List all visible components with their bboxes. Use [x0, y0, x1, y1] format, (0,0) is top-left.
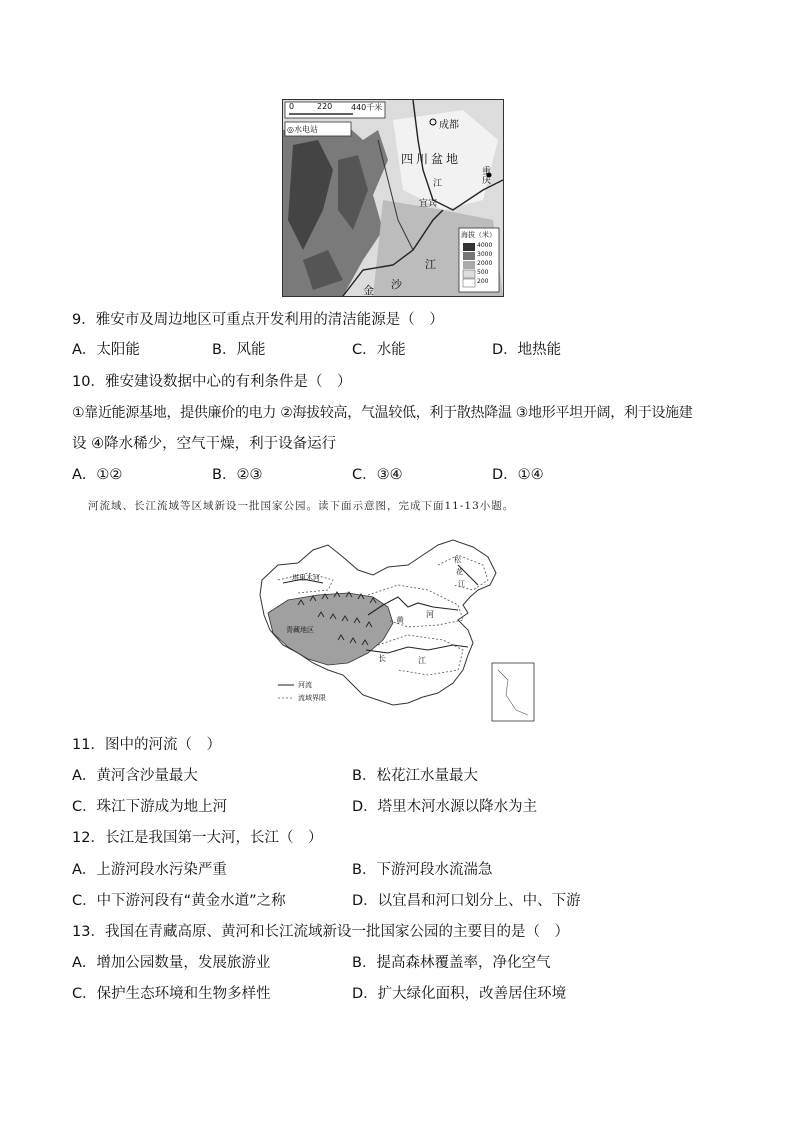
elev-4000: 4000	[477, 242, 493, 249]
question-10-stem: 10．雅安建设数据中心的有利条件是（ ）	[72, 374, 352, 390]
elev-3000: 3000	[477, 251, 493, 258]
q12-option-a[interactable]: A．上游河段水污染严重	[72, 862, 227, 878]
q9-option-a[interactable]: A．太阳能	[72, 342, 140, 358]
q11-option-d[interactable]: D．塔里木河水源以降水为主	[352, 799, 538, 815]
q10-option-d[interactable]: D．①④	[492, 467, 544, 483]
q13-option-d[interactable]: D．扩大绿化面积，改善居住环境	[352, 986, 567, 1002]
label-sichuan-basin: 四川盆地	[401, 152, 462, 166]
q10-option-b[interactable]: B．②③	[212, 467, 263, 483]
elev-2000: 2000	[477, 260, 493, 267]
legend-boundary-label: 流域界限	[298, 694, 326, 702]
question-9-stem: 9．雅安市及周边地区可重点开发利用的清洁能源是（ ）	[72, 312, 444, 328]
label-chengdu: 成都	[439, 120, 459, 131]
label-yibin: 宜宾	[419, 199, 438, 209]
label-chang: 长	[378, 654, 386, 663]
label-jiang-1: 江	[433, 179, 443, 189]
sichuan-terrain-map	[282, 99, 504, 297]
q10-statements-line1: ①靠近能源基地，提供廉价的电力 ②海拔较高，气温较低，利于散热降温 ③地形平坦开阔，利于设施建	[72, 405, 693, 421]
q13-option-c[interactable]: C．保护生态环境和生物多样性	[72, 986, 271, 1002]
china-river-basin-map	[258, 535, 542, 725]
q9-option-d[interactable]: D．地热能	[492, 342, 562, 358]
label-tarim-river: 塔里木河	[292, 574, 320, 582]
label-jiang-song: 江	[458, 580, 465, 588]
label-jiang: 江	[418, 656, 426, 665]
label-hua: 花	[456, 568, 463, 576]
label-jin: 金	[363, 284, 374, 297]
label-qingzang-region: 青藏地区	[286, 626, 314, 634]
q10-option-c[interactable]: C．③④	[352, 467, 403, 483]
q12-option-c[interactable]: C．中下游河段有“黄金水道”之称	[72, 893, 286, 909]
q10-option-a[interactable]: A．①②	[72, 467, 123, 483]
q9-option-b[interactable]: B．风能	[212, 342, 266, 358]
label-song: 松	[454, 556, 461, 564]
q13-option-b[interactable]: B．提高森林覆盖率，净化空气	[352, 955, 551, 971]
scale-label-0: 0	[289, 102, 295, 111]
label-chongqing: 重庆	[480, 166, 490, 184]
legend-river-label: 河流	[298, 681, 312, 689]
elev-500: 500	[477, 269, 489, 276]
label-sha: 沙	[391, 278, 402, 291]
q9-option-c[interactable]: C．水能	[352, 342, 406, 358]
label-he: 河	[426, 610, 434, 619]
question-12-stem: 12．长江是我国第一大河，长江（ ）	[72, 830, 323, 846]
q10-statements-line2: 设 ④降水稀少，空气干燥，利于设备运行	[72, 436, 337, 452]
elevation-legend-title: 海拔（米）	[461, 231, 496, 239]
q11-option-b[interactable]: B．松花江水量最大	[352, 768, 478, 784]
question-13-stem: 13．我国在青藏高原、黄河和长江流域新设一批国家公园的主要目的是（ ）	[72, 924, 569, 940]
question-11-stem: 11．图中的河流（ ）	[72, 737, 221, 753]
q12-option-b[interactable]: B．下游河段水流湍急	[352, 862, 493, 878]
scale-label-440: 440千米	[351, 103, 383, 112]
label-huang: 黄	[396, 616, 404, 625]
legend-hydropower: ◎水电站	[287, 125, 318, 134]
q12-option-d[interactable]: D．以宜昌和河口划分上、中、下游	[352, 893, 581, 909]
elev-200: 200	[477, 278, 489, 285]
q11-option-c[interactable]: C．珠江下游成为地上河	[72, 799, 228, 815]
scale-label-220: 220	[317, 102, 333, 111]
label-jiang-2: 江	[425, 258, 436, 271]
section-intro: 河流域、长江流域等区域新设一批国家公园。读下面示意图，完成下面11-13小题。	[88, 500, 515, 512]
q11-option-a[interactable]: A．黄河含沙量最大	[72, 768, 198, 784]
q13-option-a[interactable]: A．增加公园数量，发展旅游业	[72, 955, 271, 971]
